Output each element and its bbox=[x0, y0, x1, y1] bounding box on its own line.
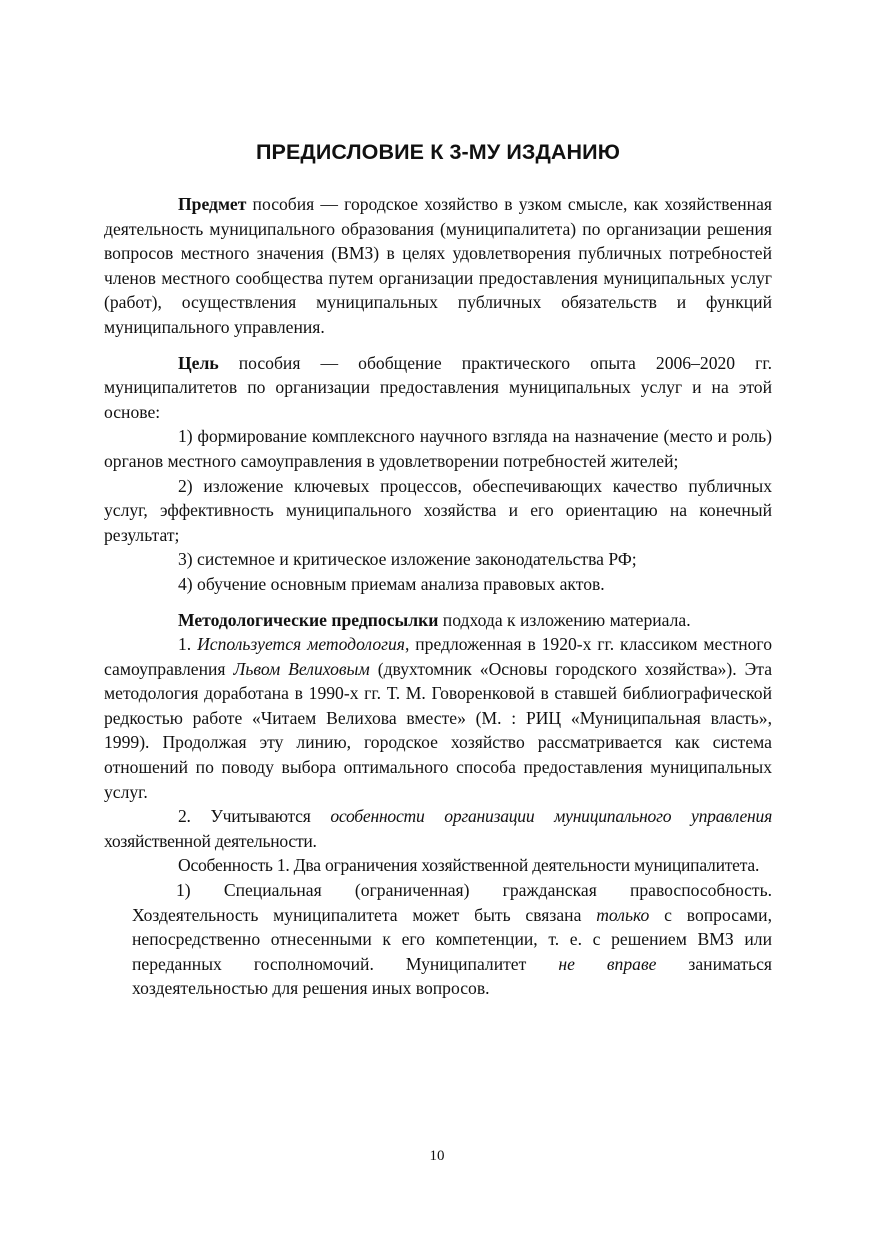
italic-phrase: Используется методология bbox=[197, 634, 405, 655]
italic-name: Львом Велиховым bbox=[233, 658, 370, 679]
point-text: , предложенная в 1920-х гг. классиком местного самоуправления bbox=[104, 634, 772, 679]
item-text: заниматься хоздеятельностью для решения иных вопросов. bbox=[132, 953, 772, 999]
methodology-point-1 bbox=[104, 632, 772, 804]
methodology-paragraph bbox=[104, 608, 772, 633]
italic-word: только bbox=[596, 904, 650, 925]
page-body bbox=[104, 140, 772, 1001]
point-number: 1. bbox=[178, 634, 198, 655]
goal-paragraph bbox=[104, 351, 772, 425]
item-text: с вопросами, непосредственно отнесенными к его компетенции, т. е. с решением ВМЗ или переданных госполномочий. Муниципалитет bbox=[132, 904, 772, 974]
feature-1-item bbox=[132, 878, 772, 1001]
methodology-text: подхода к изложению материала. bbox=[438, 609, 691, 630]
page-title: ПРЕДИСЛОВИЕ К 3-МУ ИЗДАНИЮ bbox=[256, 140, 620, 164]
goal-text: пособия — обобщение практического опыта 2006–2020 гг. муниципалитетов по организации предоставления муниципальных услуг и на этой основе: bbox=[104, 352, 772, 422]
page-number: 10 bbox=[429, 1148, 445, 1164]
italic-phrase: особенности организации муниципального управления bbox=[330, 806, 772, 827]
subject-paragraph bbox=[104, 192, 772, 340]
feature-1-paragraph: Особенность 1. Два ограничения хозяйственной деятельности муниципалитета. bbox=[178, 855, 760, 876]
subject-term: Предмет bbox=[178, 194, 247, 214]
item-text: 1) Специальная (ограниченная) гражданская правоспособность. Хоздеятельность муниципалитета может быть связана bbox=[132, 880, 772, 925]
point-text: 2. Учитываются bbox=[178, 806, 331, 827]
goal-item: 4) обучение основным приемам анализа правовых актов. bbox=[178, 573, 605, 594]
goal-item: 2) изложение ключевых процессов, обеспечивающих качество публичных услуг, эффективность муниципального хозяйства и его ориентацию на конечный результат; bbox=[104, 475, 772, 545]
point-text: хозяйственной деятельности. bbox=[104, 830, 317, 851]
subject-text: пособия — городское хозяйство в узком смысле, как хозяйственная деятельность муниципального образования (муниципалитета) по организации решения вопросов местного значения (ВМЗ) в целях удовлетворения публичных потребностей членов местного сообщества путем организации предоставления муниципальных услуг (работ), осуществления муниципальных публичных обязательств и функций муниципального управления. bbox=[104, 194, 772, 337]
point-text: (двухтомник «Основы городского хозяйства»). Эта методология доработана в 1990-х гг. Т. М. Говоренковой в ставшей библиографической редкостью работе «Читаем Велихова вместе» (М. : РИЦ «Муниципальная власть», 1999). Продолжая эту линию, городское хозяйство рассматривается как система отношений по поводу выбора оптимального способа предоставления муниципальных услуг. bbox=[104, 658, 773, 802]
italic-word: не вправе bbox=[558, 953, 657, 974]
methodology-point-2 bbox=[104, 804, 772, 853]
goal-item: 1) формирование комплексного научного взгляда на назначение (место и роль) органов местного самоуправления в удовлетворении потребностей жителей; bbox=[104, 426, 772, 471]
goal-term: Цель bbox=[178, 352, 219, 373]
goal-item: 3) системное и критическое изложение законодательства РФ; bbox=[178, 549, 637, 570]
methodology-term: Методологические предпосылки bbox=[178, 609, 439, 630]
